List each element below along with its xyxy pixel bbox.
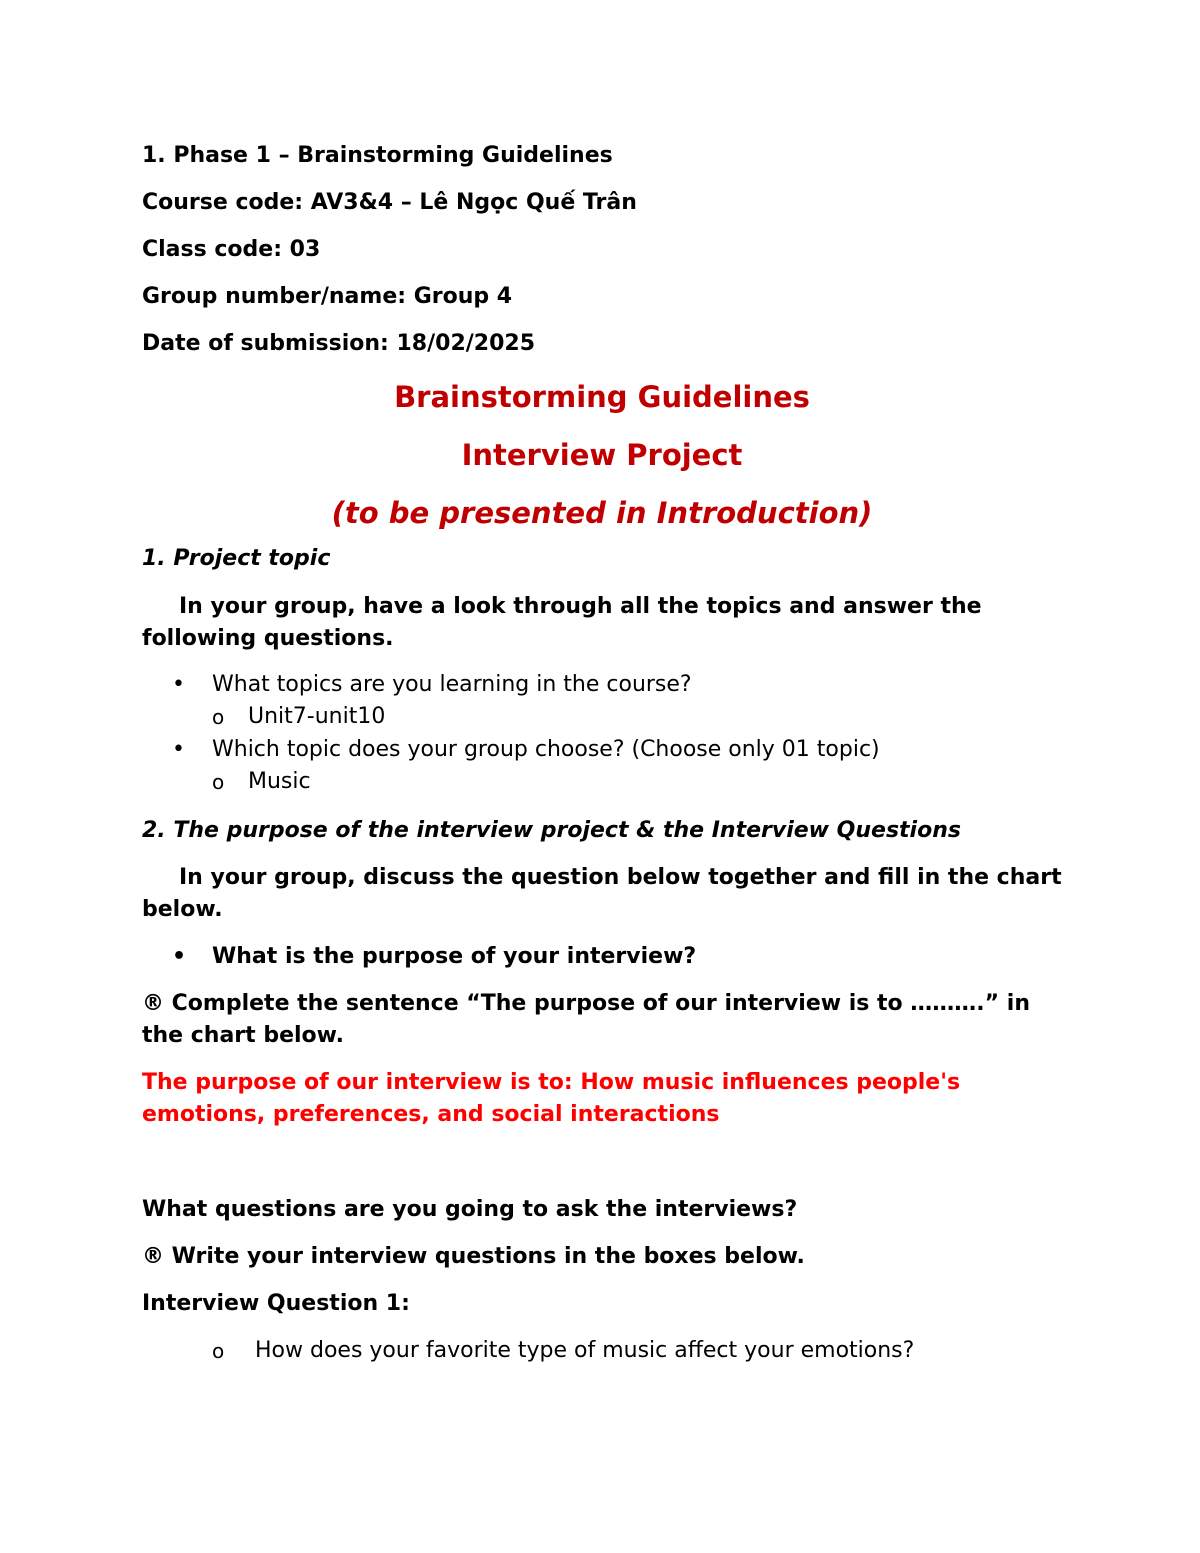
purpose-instruction: ® Complete the sentence “The purpose of our interview is to ……….” in the chart below. (142, 991, 1030, 1048)
doc-note: (to be presented in Introduction) (331, 496, 873, 530)
question1-text: How does your favorite type of music affect your emotions? (255, 1338, 915, 1363)
purpose-answer: The purpose of our interview is to: How music influences people's emotions, preferences, and social interactions (142, 1070, 961, 1127)
section1-list (142, 669, 1062, 798)
question1-list (142, 1335, 1062, 1367)
question1-label: Interview Question 1: (142, 1291, 410, 1316)
section2-list (142, 941, 1062, 973)
doc-subtitle: Interview Project (461, 438, 743, 472)
section1-heading: 1. Project topic (142, 546, 331, 571)
topic-answer: Music (248, 769, 311, 794)
list-item (142, 941, 1062, 973)
course-code: Course code: AV3&4 – Lê Ngọc Quế Trân (142, 190, 637, 215)
document-page (142, 140, 1062, 1367)
list-subitem (142, 1335, 1062, 1367)
questions-prompt: What questions are you going to ask the interviews? (142, 1197, 798, 1222)
list-item (142, 734, 1062, 766)
purpose-question: What is the purpose of your interview? (212, 944, 697, 969)
section2-heading: 2. The purpose of the interview project & the Interview Questions (142, 818, 961, 843)
section2-intro: In your group, discuss the question below together and fill in the chart below. (142, 865, 1062, 922)
phase-heading: 1. Phase 1 – Brainstorming Guidelines (142, 143, 613, 168)
bullet-icon: • (172, 672, 185, 697)
group-name: Group number/name: Group 4 (142, 284, 513, 309)
class-code: Class code: 03 (142, 237, 321, 262)
questions-instruction: ® Write your interview questions in the boxes below. (142, 1244, 805, 1269)
doc-title: Brainstorming Guidelines (394, 380, 810, 414)
circle-bullet-icon: o (212, 770, 225, 794)
topic-answer: Unit7-unit10 (248, 704, 386, 729)
list-item-text: Which topic does your group choose? (Choose only 01 topic) (212, 737, 880, 762)
submission-date: Date of submission: 18/02/2025 (142, 331, 536, 356)
bullet-icon: • (172, 944, 187, 969)
section1-intro: In your group, have a look through all the topics and answer the following questions. (142, 594, 982, 651)
list-subitem (142, 701, 1062, 733)
list-item-text: What topics are you learning in the course? (212, 672, 692, 697)
circle-bullet-icon: o (212, 1339, 225, 1363)
bullet-icon: • (172, 737, 185, 762)
circle-bullet-icon: o (212, 705, 225, 729)
list-subitem (142, 766, 1062, 798)
list-item (142, 669, 1062, 701)
